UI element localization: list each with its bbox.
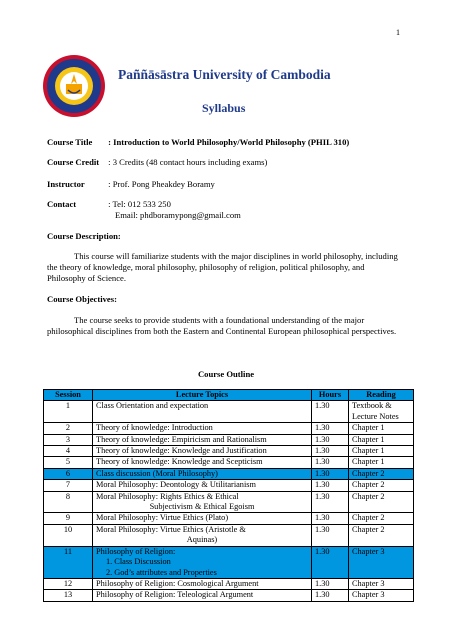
hours-cell: 1.30 — [312, 546, 349, 578]
session-cell: 2 — [44, 423, 93, 434]
reading-cell: Chapter 3 — [349, 578, 414, 589]
contact-row — [47, 199, 171, 209]
course-credit-row — [47, 157, 267, 167]
topic-cell — [93, 491, 312, 513]
reading-cell: Chapter 1 — [349, 434, 414, 445]
hours-cell: 1.30 — [312, 468, 349, 479]
table-row — [44, 590, 414, 601]
hours-cell: 1.30 — [312, 491, 349, 513]
header-reading: Reading — [349, 390, 414, 401]
hours-cell: 1.30 — [312, 434, 349, 445]
topic-cell: Moral Philosophy: Virtue Ethics (Plato) — [93, 513, 312, 524]
table-row — [44, 524, 414, 546]
instructor-label: Instructor — [47, 179, 85, 189]
topic-cell: Theory of knowledge: Introduction — [93, 423, 312, 434]
table-row — [44, 434, 414, 445]
hours-cell: 1.30 — [312, 480, 349, 491]
reading-cell: Chapter 1 — [349, 423, 414, 434]
topic-cell — [93, 524, 312, 546]
reading-cell: Chapter 2 — [349, 468, 414, 479]
session-cell: 5 — [44, 457, 93, 468]
topic-line: Philosophy of Religion: — [96, 546, 176, 556]
session-cell: 7 — [44, 480, 93, 491]
session-cell: 3 — [44, 434, 93, 445]
page-number: 1 — [396, 28, 400, 37]
session-cell: 8 — [44, 491, 93, 513]
table-row — [44, 446, 414, 457]
table-row — [44, 457, 414, 468]
topic-line: Moral Philosophy: Rights Ethics & Ethical — [96, 491, 239, 501]
topic-cell: Class discussion (Moral Philosophy) — [93, 468, 312, 479]
course-outline-title: Course Outline — [197, 369, 255, 379]
topic-cell: Philosophy of Religion: Teleological Argument — [93, 590, 312, 601]
table-row — [44, 513, 414, 524]
hours-cell: 1.30 — [312, 513, 349, 524]
session-cell: 11 — [44, 546, 93, 578]
session-cell: 1 — [44, 401, 93, 423]
table-row — [44, 480, 414, 491]
description-text: This course will familiarize students with the major disciplines in world philosophy, including the theory of knowledge, moral philosophy, philosophy of religion, political philosophy, and Philosophy of Science. — [47, 251, 398, 284]
topic-line: Moral Philosophy: Virtue Ethics (Aristotle & — [96, 524, 246, 534]
reading-cell: Chapter 2 — [349, 524, 414, 546]
hours-cell: 1.30 — [312, 578, 349, 589]
topic-subitem: 1. Class Discussion — [106, 557, 171, 567]
course-title-row — [47, 137, 349, 147]
course-credit-label: Course Credit — [47, 157, 100, 167]
session-cell: 6 — [44, 468, 93, 479]
reading-cell: Chapter 2 — [349, 513, 414, 524]
table-row — [44, 468, 414, 479]
header-topics: Lecture Topics — [93, 390, 312, 401]
reading-cell: Chapter 2 — [349, 480, 414, 491]
topic-subitem: 2. God’s attributes and Properties — [106, 567, 217, 577]
reading-cell: Chapter 3 — [349, 590, 414, 601]
topic-line-continued: Aquinas) — [186, 535, 218, 545]
reading-cell: Chapter 1 — [349, 446, 414, 457]
contact-email: Email: phdboramypong@gmail.com — [115, 210, 241, 220]
header-hours: Hours — [312, 390, 349, 401]
table-row — [44, 546, 414, 578]
table-row — [44, 423, 414, 434]
course-outline-table — [43, 389, 414, 602]
university-name: Paññāsāstra University of Cambodia — [118, 67, 331, 82]
contact-tel: : Tel: 012 533 250 — [108, 199, 171, 209]
topic-cell: Class Orientation and expectation — [93, 401, 312, 423]
instructor-row — [47, 179, 215, 189]
hours-cell: 1.30 — [312, 446, 349, 457]
course-title-value: : Introduction to World Philosophy/World Philosophy (PHIL 310) — [108, 137, 350, 147]
table-row — [44, 491, 414, 513]
course-title-label: Course Title — [47, 137, 93, 147]
hours-cell: 1.30 — [312, 401, 349, 423]
reading-cell: Textbook & Lecture Notes — [349, 401, 414, 423]
reading-cell: Chapter 2 — [349, 491, 414, 513]
university-seal-logo — [42, 54, 106, 118]
table-row — [44, 578, 414, 589]
reading-cell: Chapter 1 — [349, 457, 414, 468]
table-row — [44, 401, 414, 423]
hours-cell: 1.30 — [312, 423, 349, 434]
reading-cell: Chapter 3 — [349, 546, 414, 578]
hours-cell: 1.30 — [312, 524, 349, 546]
session-cell: 9 — [44, 513, 93, 524]
session-cell: 13 — [44, 590, 93, 601]
instructor-value: : Prof. Pong Pheakdey Boramy — [108, 179, 215, 189]
hours-cell: 1.30 — [312, 590, 349, 601]
session-cell: 4 — [44, 446, 93, 457]
topic-cell: Theory of knowledge: Knowledge and Scepticism — [93, 457, 312, 468]
objectives-text: The course seeks to provide students with a foundational understanding of the major philosophical disciplines from both the Eastern and Continental European philosophical perspectives. — [47, 315, 397, 337]
topic-cell: Theory of knowledge: Knowledge and Justification — [93, 446, 312, 457]
table-header-row — [44, 390, 414, 401]
topic-cell: Moral Philosophy: Deontology & Utilitarianism — [93, 480, 312, 491]
topic-cell: Philosophy of Religion: Cosmological Argument — [93, 578, 312, 589]
topic-cell: Theory of knowledge: Empiricism and Rationalism — [93, 434, 312, 445]
document-title: Syllabus — [202, 101, 246, 115]
header-session: Session — [44, 390, 93, 401]
session-cell: 10 — [44, 524, 93, 546]
objectives-heading: Course Objectives: — [47, 294, 117, 304]
session-cell: 12 — [44, 578, 93, 589]
course-credit-value: : 3 Credits (48 contact hours including exams) — [108, 157, 268, 167]
hours-cell: 1.30 — [312, 457, 349, 468]
topic-line-continued: Subjectivism & Ethical Egoism — [149, 502, 255, 512]
topic-cell — [93, 546, 312, 578]
description-heading: Course Description: — [47, 231, 121, 241]
contact-label: Contact — [47, 199, 77, 209]
